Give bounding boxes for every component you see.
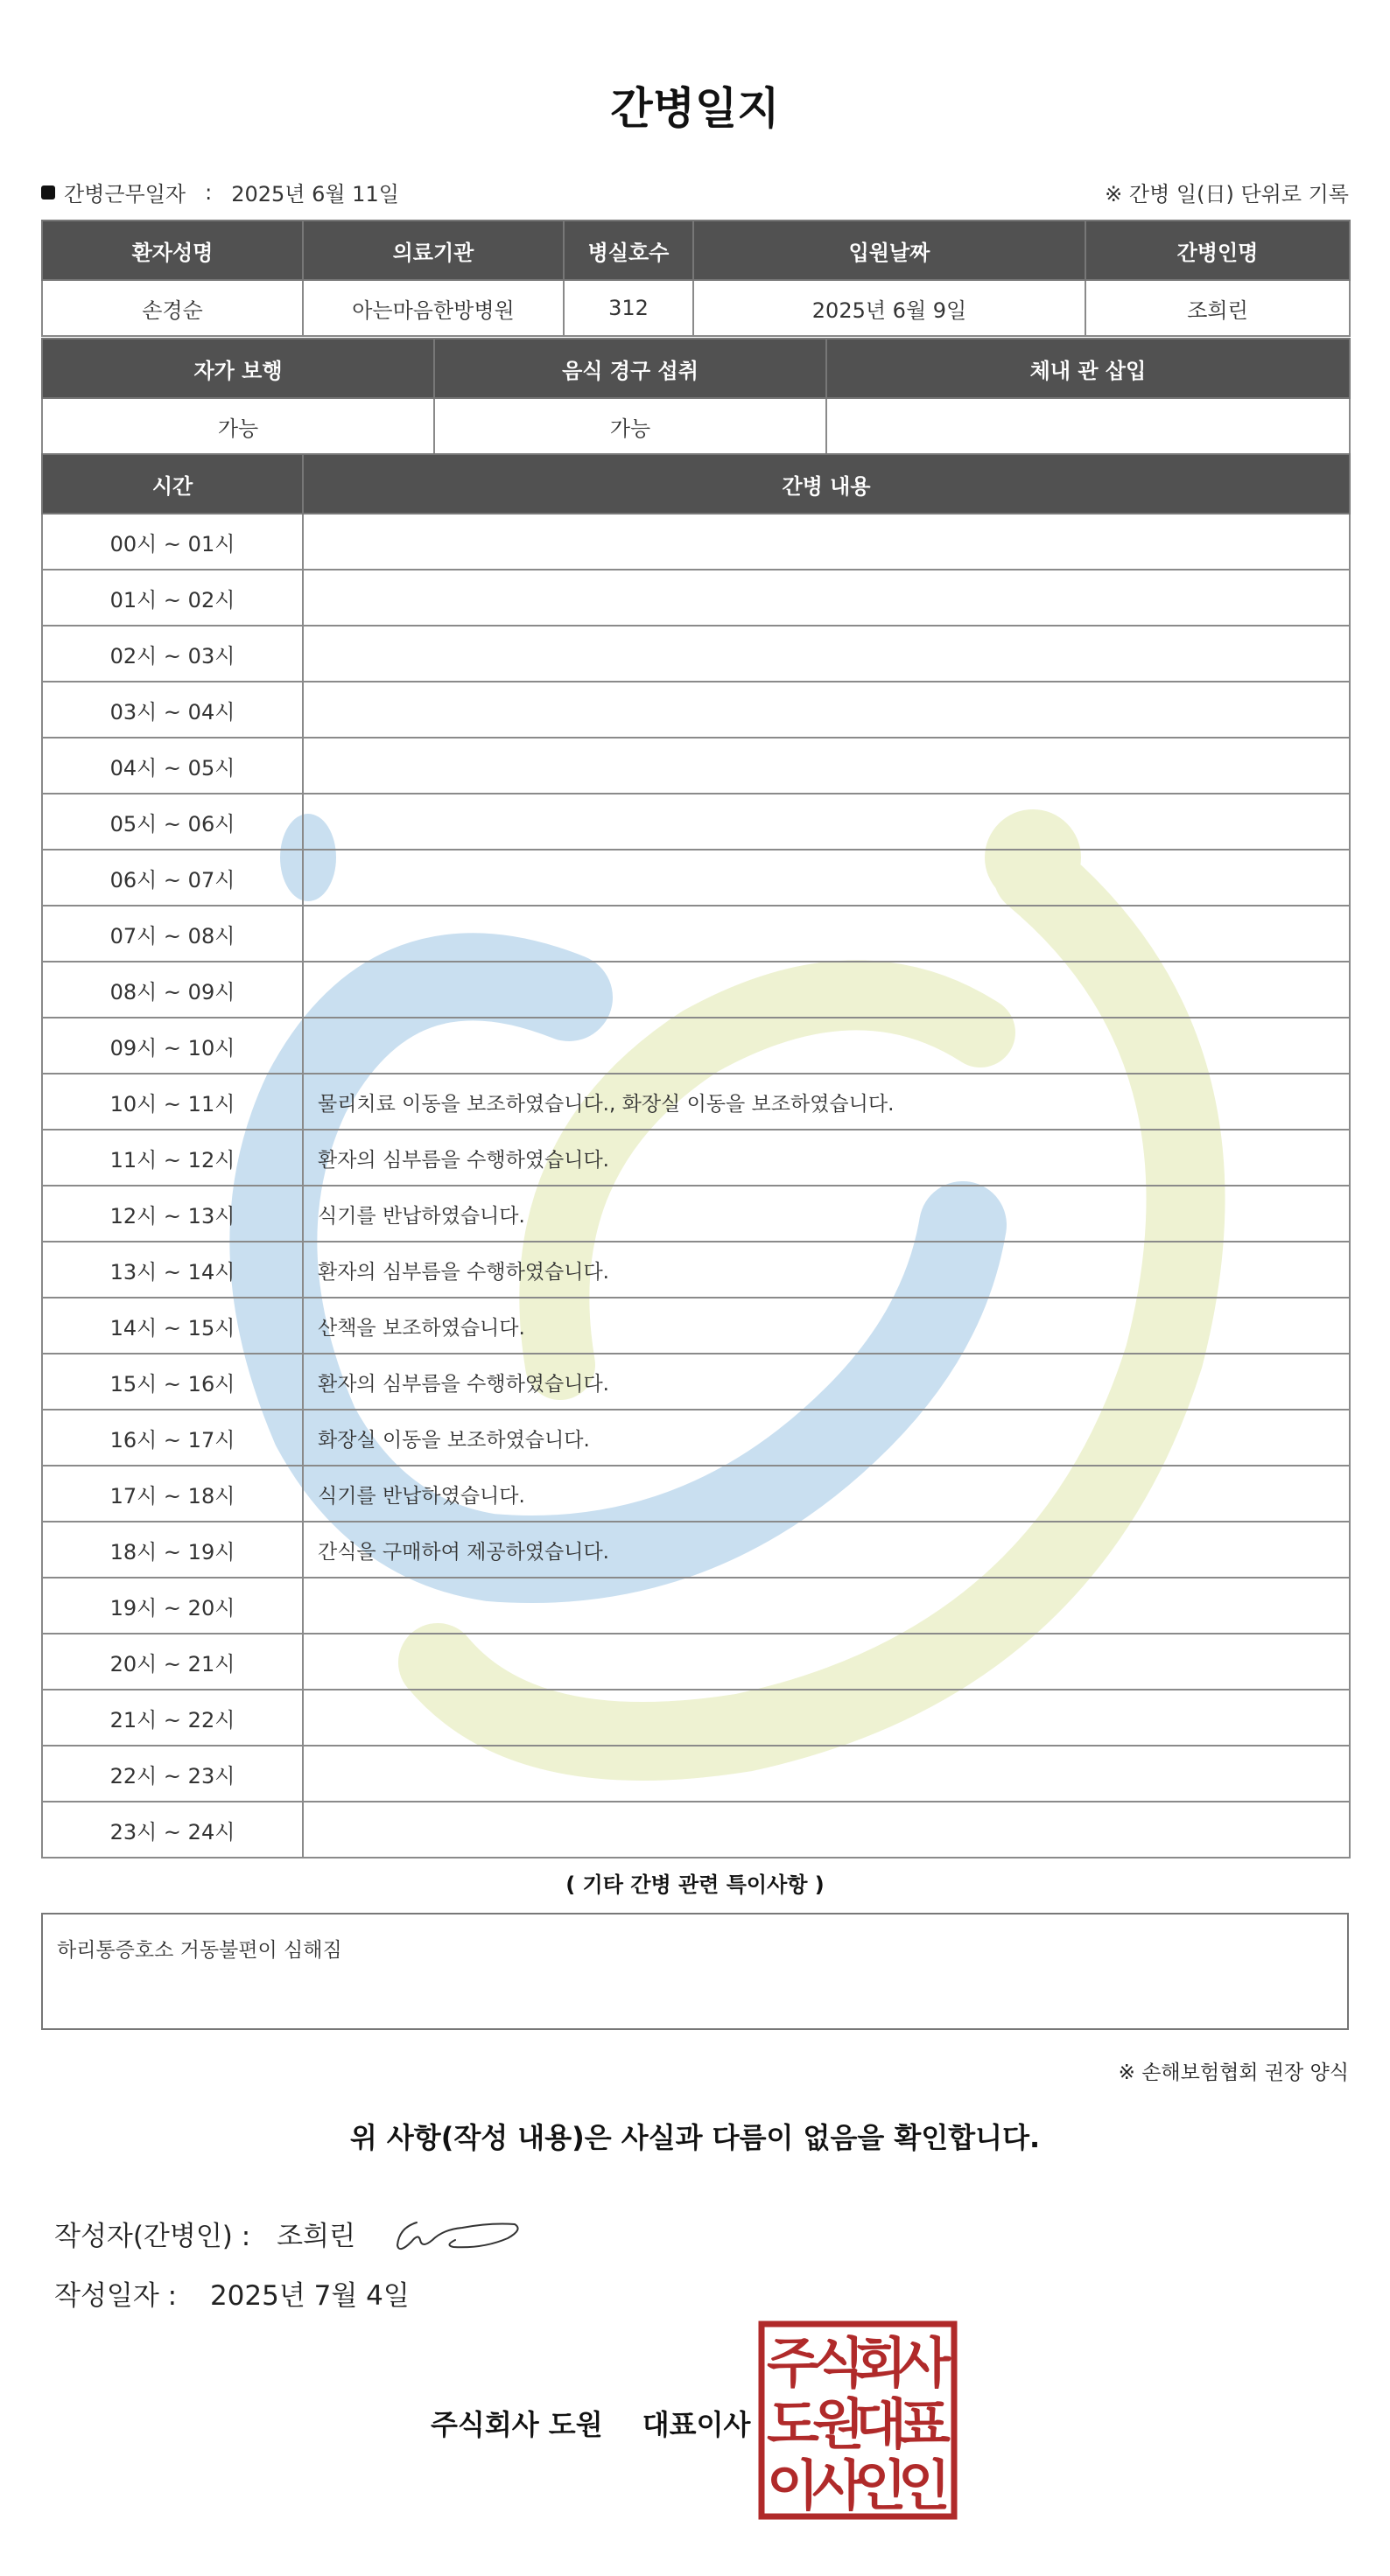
care-content [303,850,1350,906]
svg-text:인: 인 [854,2454,907,2517]
care-content: 간식을 구매하여 제공하였습니다. [303,1522,1350,1578]
page-title: 간병일지 [610,83,780,134]
hospital-name: 아는마음한방병원 [303,280,564,336]
care-content: 물리치료 이동을 보조하였습니다., 화장실 이동을 보조하였습니다. [303,1074,1350,1130]
notes-title: ( 기타 간병 관련 특이사항 ) [565,1872,825,1897]
svg-text:인: 인 [898,2454,951,2517]
header-oral-intake: 음식 경구 섭취 [434,339,826,398]
table-row [42,1522,1350,1578]
table-row [42,1578,1350,1634]
time-slot: 16시 ~ 17시 [42,1410,303,1466]
svg-text:사: 사 [812,2454,865,2517]
table-row [42,1634,1350,1690]
care-content [303,962,1350,1018]
header-care-content: 간병 내용 [303,454,1350,514]
table-row [42,514,1350,570]
time-slot: 21시 ~ 22시 [42,1690,303,1746]
care-content [303,1018,1350,1074]
svg-text:회: 회 [854,2331,907,2395]
svg-text:이: 이 [767,2454,819,2517]
admission-date: 2025년 6월 9일 [693,280,1085,336]
time-slot: 00시 ~ 01시 [42,514,303,570]
company-seal-stamp [758,2320,958,2520]
care-content [303,1578,1350,1634]
table-row [42,794,1350,850]
notes-box: 하리통증호소 거동불편이 심해짐 [41,1913,1349,2030]
time-slot: 06시 ~ 07시 [42,850,303,906]
patient-name: 손경순 [42,280,303,336]
date-row [54,2273,410,2313]
time-slot: 08시 ~ 09시 [42,962,303,1018]
header-room: 병실호수 [564,220,693,280]
date-label: 작성일자 : [54,2280,178,2312]
self-walking-value: 가능 [42,398,434,454]
time-slot: 14시 ~ 15시 [42,1298,303,1354]
record-unit-note: ※ 간병 일(日) 단위로 기록 [1105,182,1349,206]
table-row [42,738,1350,794]
time-slot: 07시 ~ 08시 [42,906,303,962]
patient-info-table [41,220,1351,337]
patient-ability-table [41,338,1351,455]
table-row [42,906,1350,962]
svg-text:주: 주 [767,2331,819,2395]
svg-text:원: 원 [812,2392,865,2456]
time-slot: 15시 ~ 16시 [42,1354,303,1410]
care-content [303,1802,1350,1858]
svg-text:대: 대 [854,2392,907,2456]
time-slot: 09시 ~ 10시 [42,1018,303,1074]
care-content [303,570,1350,626]
care-content [303,514,1350,570]
square-bullet-icon [41,186,55,200]
header-time: 시간 [42,454,303,514]
time-slot: 03시 ~ 04시 [42,682,303,738]
time-slot: 05시 ~ 06시 [42,794,303,850]
writer-name: 조희린 [277,2220,356,2252]
care-content [303,794,1350,850]
company-name: 주식회사 도원 [431,2408,603,2441]
time-slot: 17시 ~ 18시 [42,1466,303,1522]
table-row [42,626,1350,682]
patient-info-header-row [42,220,1350,280]
care-content: 식기를 반납하였습니다. [303,1186,1350,1242]
writer-row [54,2207,523,2259]
care-content [303,1690,1350,1746]
care-content: 화장실 이동을 보조하였습니다. [303,1410,1350,1466]
care-content: 환자의 심부름을 수행하였습니다. [303,1130,1350,1186]
work-date-separator: : [205,179,213,205]
svg-text:표: 표 [898,2392,951,2456]
care-content [303,906,1350,962]
time-slot: 20시 ~ 21시 [42,1634,303,1690]
table-row [42,1466,1350,1522]
header-admission-date: 입원날짜 [693,220,1085,280]
oral-intake-value: 가능 [434,398,826,454]
header-caregiver: 간병인명 [1085,220,1350,280]
table-row [42,1802,1350,1858]
svg-text:사: 사 [898,2331,951,2395]
table-row [42,1298,1350,1354]
confirmation-statement: 위 사항(작성 내용)은 사실과 다름이 없음을 확인합니다. [349,2121,1041,2154]
table-row [42,1074,1350,1130]
time-slot: 13시 ~ 14시 [42,1242,303,1298]
time-slot: 23시 ~ 24시 [42,1802,303,1858]
table-row [42,1130,1350,1186]
date-value: 2025년 7월 4일 [209,2280,410,2312]
care-log-table [41,453,1351,1858]
time-slot: 19시 ~ 20시 [42,1578,303,1634]
table-row [42,570,1350,626]
header-tube-insertion: 체내 관 삽입 [826,339,1350,398]
table-row [42,1690,1350,1746]
care-content: 환자의 심부름을 수행하였습니다. [303,1242,1350,1298]
table-row [42,682,1350,738]
signature-image [392,2207,523,2259]
svg-text:식: 식 [812,2331,865,2395]
care-content: 산책을 보조하였습니다. [303,1298,1350,1354]
table-row [42,1354,1350,1410]
meta-row [41,177,1349,206]
tube-insertion-value [826,398,1350,454]
table-row [42,1018,1350,1074]
time-slot: 01시 ~ 02시 [42,570,303,626]
work-date-value: 2025년 6월 11일 [231,182,399,206]
care-log-header-row [42,454,1350,514]
time-slot: 12시 ~ 13시 [42,1186,303,1242]
work-date [41,177,399,207]
table-row [42,1746,1350,1802]
time-slot: 10시 ~ 11시 [42,1074,303,1130]
header-self-walking: 자가 보행 [42,339,434,398]
time-slot: 18시 ~ 19시 [42,1522,303,1578]
header-patient-name: 환자성명 [42,220,303,280]
time-slot: 11시 ~ 12시 [42,1130,303,1186]
care-content: 환자의 심부름을 수행하였습니다. [303,1354,1350,1410]
table-row [42,1410,1350,1466]
patient-info-value-row [42,280,1350,336]
care-content [303,738,1350,794]
care-content [303,1746,1350,1802]
time-slot: 22시 ~ 23시 [42,1746,303,1802]
table-row [42,1186,1350,1242]
form-source-note: ※ 손해보험협회 권장 양식 [1118,2062,1349,2084]
writer-label: 작성자(간병인) : [54,2220,251,2252]
care-content [303,1634,1350,1690]
work-date-label: 간병근무일자 [64,182,186,206]
company-signoff [431,2403,750,2443]
ability-value-row [42,398,1350,454]
care-content: 식기를 반납하였습니다. [303,1466,1350,1522]
time-slot: 04시 ~ 05시 [42,738,303,794]
svg-text:도: 도 [767,2392,819,2456]
care-content [303,626,1350,682]
care-content [303,682,1350,738]
room-number: 312 [564,280,693,336]
table-row [42,962,1350,1018]
table-row [42,850,1350,906]
time-slot: 02시 ~ 03시 [42,626,303,682]
header-hospital: 의료기관 [303,220,564,280]
company-rep-title: 대표이사 [642,2408,751,2441]
caregiver-name: 조희린 [1085,280,1350,336]
care-log-body [42,514,1350,1858]
ability-header-row [42,339,1350,398]
table-row [42,1242,1350,1298]
